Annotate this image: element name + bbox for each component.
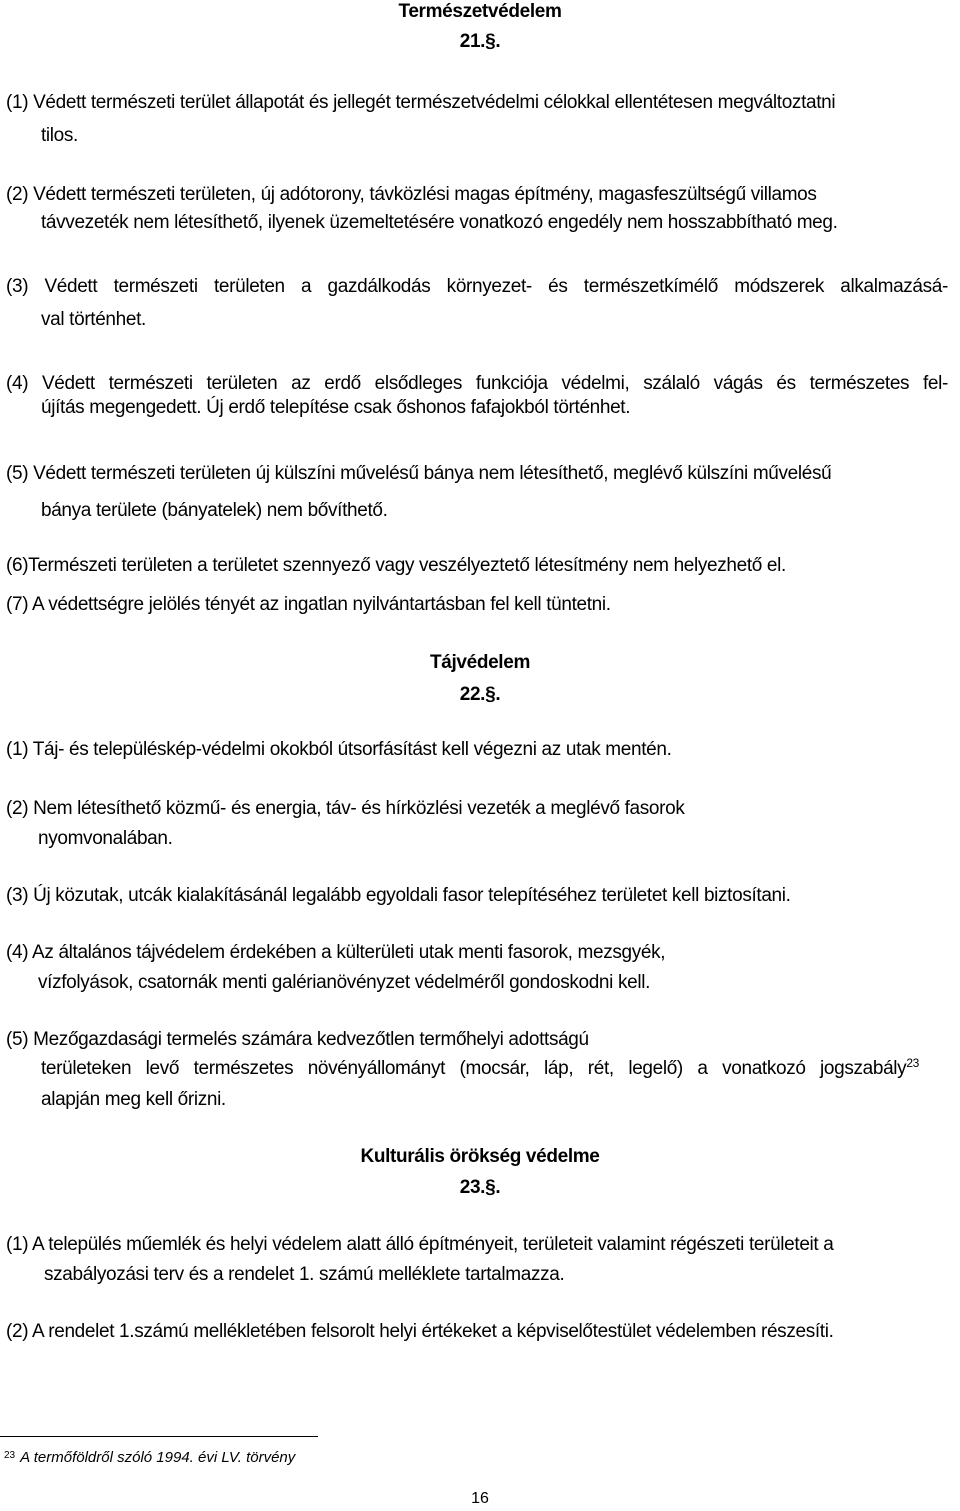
sec23-p2: (2) A rendelet 1.számú mellékletében felsorolt helyi értékeket a képviselőtestület védelemben részesíti. <box>6 1321 834 1342</box>
footnote <box>4 1448 295 1470</box>
sec22-p5-line3: alapján meg kell őrizni. <box>41 1089 226 1110</box>
sec22-p1: (1) Táj- és településkép-védelmi okokból útsorfásítást kell végezni az utak mentén. <box>6 739 672 760</box>
sec22-p5-line1: (5) Mezőgazdasági termelés számára kedvezőtlen termőhelyi adottságú <box>6 1029 589 1050</box>
section-22-number: 22.§. <box>459 684 501 705</box>
sec21-p3-line1: (3) Védett természeti területen a gazdálkodás környezet- és természetkímélő módszerek alkalmazásá- <box>6 276 948 297</box>
footnote-reference-23[interactable]: 23 <box>906 1056 919 1070</box>
sec21-p1-line2: tilos. <box>41 125 78 146</box>
sec21-p3-line2: val történhet. <box>41 309 146 330</box>
sec22-p2-line2: nyomvonalában. <box>38 828 173 849</box>
sec21-p6: (6)Természeti területen a területet szennyező vagy veszélyeztető létesítmény nem helyezhető el. <box>6 555 786 576</box>
footnote-text: A termőföldről szóló 1994. évi LV. törvény <box>20 1449 296 1466</box>
footnote-separator <box>0 1436 318 1437</box>
sec22-p4-line1: (4) Az általános tájvédelem érdekében a külterületi utak menti fasorok, mezsgyék, <box>6 942 666 963</box>
sec21-p5-line1: (5) Védett természeti területen új külszíni művelésű bánya nem létesíthető, meglévő külszíni művelésű <box>6 463 832 484</box>
sec21-p2-line2: távvezeték nem létesíthető, ilyenek üzemeltetésére vonatkozó engedély nem hosszabbítható meg. <box>41 212 838 233</box>
sec22-p5-line2-text: területeken levő természetes növényállományt (mocsár, láp, rét, legelő) a vonatkozó jogszabály <box>41 1058 907 1079</box>
sec22-p2-line1: (2) Nem létesíthető közmű- és energia, táv- és hírközlési vezeték a meglévő fasorok <box>6 798 685 819</box>
section-23-number: 23.§. <box>459 1177 501 1198</box>
sec23-p1-line2: szabályozási terv és a rendelet 1. számú melléklete tartalmazza. <box>44 1264 565 1285</box>
sec21-p4-line2: újítás megengedett. Új erdő telepítése csak őshonos fafajokból történhet. <box>41 397 631 418</box>
sec21-p4-line1: (4) Védett természeti területen az erdő elsődleges funkciója védelmi, szálaló vágás és természetes fel- <box>6 373 948 394</box>
sec23-p1-line1: (1) A település műemlék és helyi védelem alatt álló építményeit, területeit valamint régészeti területeit a <box>6 1234 834 1255</box>
sec21-p5-line2: bánya területe (bányatelek) nem bővíthető. <box>41 500 388 521</box>
section-23-title: Kulturális örökség védelme <box>360 1146 600 1167</box>
sec21-p2-line1: (2) Védett természeti területen, új adótorony, távközlési magas építmény, magasfeszültségű villamos <box>6 184 817 205</box>
section-21-title: Természetvédelem <box>398 1 562 22</box>
sec22-p4-line2: vízfolyások, csatornák menti galérianövényzet védelméről gondoskodni kell. <box>38 972 650 993</box>
sec22-p5-line2 <box>41 1057 919 1082</box>
sec22-p3: (3) Új közutak, utcák kialakításánál legalább egyoldali fasor telepítéséhez területet kell biztosítani. <box>6 885 791 906</box>
sec21-p1-line1: (1) Védett természeti terület állapotát és jellegét természetvédelmi célokkal ellentétesen megváltoztatni <box>6 92 836 113</box>
footnote-number: 23 <box>4 1450 16 1461</box>
sec21-p7: (7) A védettségre jelölés tényét az ingatlan nyilvántartásban fel kell tüntetni. <box>6 594 611 615</box>
section-21-number: 21.§. <box>459 31 501 52</box>
page-number: 16 <box>471 1490 489 1507</box>
section-22-title: Tájvédelem <box>430 652 530 673</box>
